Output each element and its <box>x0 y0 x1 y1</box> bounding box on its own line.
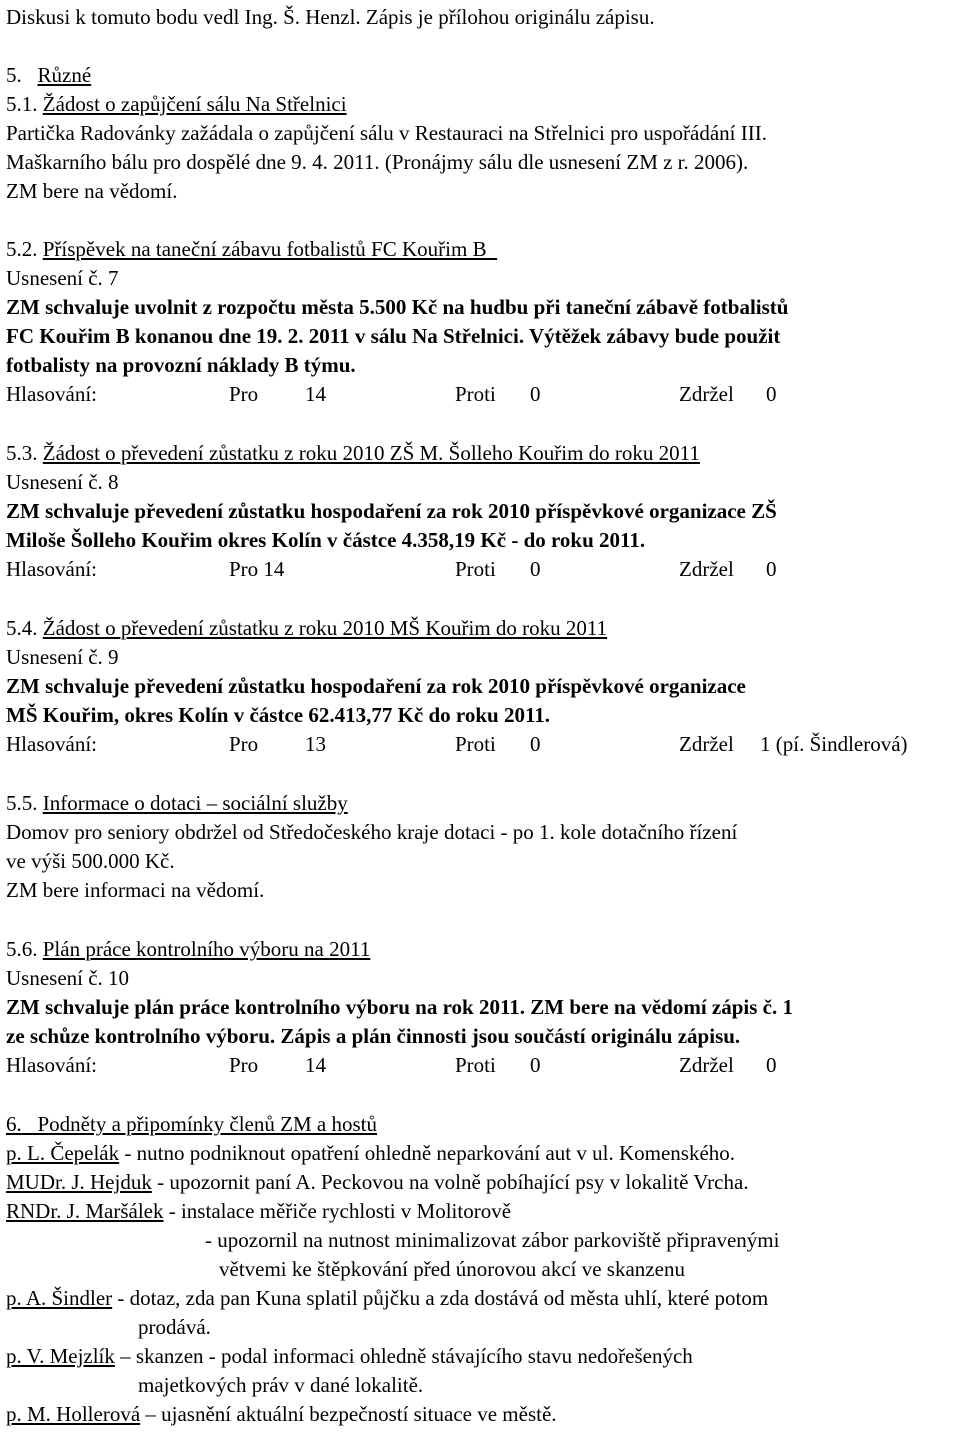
vote-pro-label: Pro <box>229 382 259 406</box>
item-number: 5.6. <box>6 937 38 961</box>
item-5-1-body-line: ZM bere na vědomí. <box>6 179 178 203</box>
remark-continuation: - upozornil na nutnost minimalizovat zábor parkoviště připravenými <box>205 1228 780 1252</box>
remark-text: - nutno podniknout opatření ohledně neparkování aut v ul. Komenského. <box>119 1141 736 1165</box>
vote-zdrzel-label: Zdržel <box>679 382 734 406</box>
item-title: Plán práce kontrolního výboru na 2011 <box>42 937 371 961</box>
remark-line <box>6 1342 693 1371</box>
item-5-5-body-line: ZM bere informaci na vědomí. <box>6 878 265 902</box>
remark-line <box>6 1197 511 1226</box>
resolution-number: Usnesení č. 7 <box>6 266 119 290</box>
item-5-1-body-line: Maškarního bálu pro dospělé dne 9. 4. 2011. (Pronájmy sálu dle usnesení ZM z r. 2006). <box>6 150 749 174</box>
vote-pro-count: 14 <box>305 1053 326 1077</box>
remark-text: - dotaz, zda pan Kuna splatil půjčku a zda dostává od města uhlí, které potom <box>112 1286 769 1310</box>
vote-pro-count: 13 <box>305 732 326 756</box>
remark-author: p. V. Mejzlík <box>6 1344 115 1368</box>
remark-continuation: prodává. <box>138 1315 211 1339</box>
remark-line <box>6 1168 749 1197</box>
remark-line <box>6 1139 735 1168</box>
item-title: Žádost o převedení zůstatku z roku 2010 ZŠ M. Šolleho Kouřim do roku 2011 <box>42 441 700 465</box>
remark-continuation: větvemi ke štěpkování před únorovou akcí ve skanzenu <box>219 1257 685 1281</box>
vote-zdrzel-label: Zdržel <box>679 732 734 756</box>
item-5-4-heading <box>6 614 607 643</box>
item-5-5-heading <box>6 789 348 818</box>
remark-author: RNDr. J. Maršálek <box>6 1199 164 1223</box>
vote-proti-count: 0 <box>530 732 541 756</box>
vote-pro-label: Pro <box>229 732 259 756</box>
vote-proti-count: 0 <box>530 1053 541 1077</box>
remark-author: p. L. Čepelák <box>6 1141 120 1165</box>
vote-label: Hlasování: <box>6 732 97 756</box>
item-5-1-body-line: Partička Radovánky zažádala o zapůjčení sálu v Restauraci na Střelnici pro uspořádání III. <box>6 121 767 145</box>
vote-pro-count: 14 <box>305 382 326 406</box>
vote-zdrzel-label: Zdržel <box>679 557 734 581</box>
section-number: 5. <box>6 63 22 87</box>
remark-text: – skanzen - podal informaci ohledně stávajícího stavu nedořešených <box>114 1344 693 1368</box>
vote-proti-label: Proti <box>455 557 496 581</box>
resolution-number: Usnesení č. 8 <box>6 470 119 494</box>
item-5-3-body-line: ZM schvaluje převedení zůstatku hospodaření za rok 2010 příspěvkové organizace ZŠ <box>6 499 777 523</box>
vote-zdrzel-count: 0 <box>766 382 777 406</box>
remark-text: - instalace měřiče rychlosti v Molitorově <box>163 1199 512 1223</box>
item-title: Žádost o zapůjčení sálu Na Střelnici <box>42 92 347 116</box>
intro-paragraph: Diskusi k tomuto bodu vedl Ing. Š. Henzl. Zápis je přílohou originálu zápisu. <box>6 5 655 29</box>
vote-label: Hlasování: <box>6 1053 97 1077</box>
remark-author: p. M. Hollerová <box>6 1402 141 1426</box>
remark-text: – ujasnění aktuální bezpečností situace ve městě. <box>140 1402 557 1426</box>
item-5-6-body-line: ZM schvaluje plán práce kontrolního výboru na rok 2011. ZM bere na vědomí zápis č. 1 <box>6 995 793 1019</box>
item-number: 5.4. <box>6 616 38 640</box>
remark-continuation: majetkových práv v dané lokalitě. <box>138 1373 424 1397</box>
item-number: 5.5. <box>6 791 38 815</box>
item-5-2-body-line: ZM schvaluje uvolnit z rozpočtu města 5.500 Kč na hudbu při taneční zábavě fotbalistů <box>6 295 789 319</box>
section-5-heading <box>6 61 91 90</box>
vote-proti-label: Proti <box>455 1053 496 1077</box>
remark-line <box>6 1400 557 1429</box>
item-5-5-body-line: Domov pro seniory obdržel od Středočeského kraje dotaci - po 1. kole dotačního řízení <box>6 820 738 844</box>
item-5-5-body-line: ve výši 500.000 Kč. <box>6 849 175 873</box>
item-title: Žádost o převedení zůstatku z roku 2010 MŠ Kouřim do roku 2011 <box>42 616 608 640</box>
resolution-number: Usnesení č. 9 <box>6 645 119 669</box>
item-5-6-body-line: ze schůze kontrolního výboru. Zápis a plán činnosti jsou součástí originálu zápisu. <box>6 1024 741 1048</box>
item-number: 5.3. <box>6 441 38 465</box>
resolution-number: Usnesení č. 10 <box>6 966 130 990</box>
section-6-heading <box>6 1110 377 1139</box>
item-5-4-body-line: ZM schvaluje převedení zůstatku hospodaření za rok 2010 příspěvkové organizace <box>6 674 746 698</box>
item-number: 5.2. <box>6 237 38 261</box>
vote-label: Hlasování: <box>6 557 97 581</box>
vote-zdrzel-count: 1 (pí. Šindlerová) <box>760 732 908 756</box>
vote-proti-label: Proti <box>455 382 496 406</box>
vote-zdrzel-count: 0 <box>766 1053 777 1077</box>
remark-line <box>6 1284 768 1313</box>
item-5-4-body-line: MŠ Kouřim, okres Kolín v částce 62.413,77 Kč do roku 2011. <box>6 703 551 727</box>
section-title: Podněty a připomínky členů ZM a hostů <box>37 1112 377 1136</box>
vote-zdrzel-count: 0 <box>766 557 777 581</box>
remark-text: - upozornit paní A. Peckovou na volně pobíhající psy v lokalitě Vrcha. <box>151 1170 749 1194</box>
remark-author: p. A. Šindler <box>6 1286 113 1310</box>
vote-proti-count: 0 <box>530 557 541 581</box>
item-5-2-heading <box>6 235 497 264</box>
item-5-2-body-line: fotbalisty na provozní náklady B týmu. <box>6 353 356 377</box>
item-5-6-heading <box>6 935 370 964</box>
vote-pro-label: Pro <box>229 1053 259 1077</box>
section-number: 6. <box>6 1112 22 1136</box>
item-5-3-heading <box>6 439 700 468</box>
remark-author: MUDr. J. Hejduk <box>6 1170 152 1194</box>
vote-zdrzel-label: Zdržel <box>679 1053 734 1077</box>
vote-proti-label: Proti <box>455 732 496 756</box>
vote-label: Hlasování: <box>6 382 97 406</box>
item-5-1-heading <box>6 90 347 119</box>
section-title: Různé <box>37 63 92 87</box>
item-5-2-body-line: FC Kouřim B konanou dne 19. 2. 2011 v sálu Na Střelnici. Výtěžek zábavy bude použit <box>6 324 781 348</box>
vote-pro-label: Pro 14 <box>229 557 285 581</box>
item-title: Informace o dotaci – sociální služby <box>42 791 348 815</box>
item-title: Příspěvek na taneční zábavu fotbalistů FC Kouřim B <box>42 237 487 261</box>
item-5-3-body-line: Miloše Šolleho Kouřim okres Kolín v částce 4.358,19 Kč - do roku 2011. <box>6 528 646 552</box>
vote-proti-count: 0 <box>530 382 541 406</box>
item-number: 5.1. <box>6 92 38 116</box>
